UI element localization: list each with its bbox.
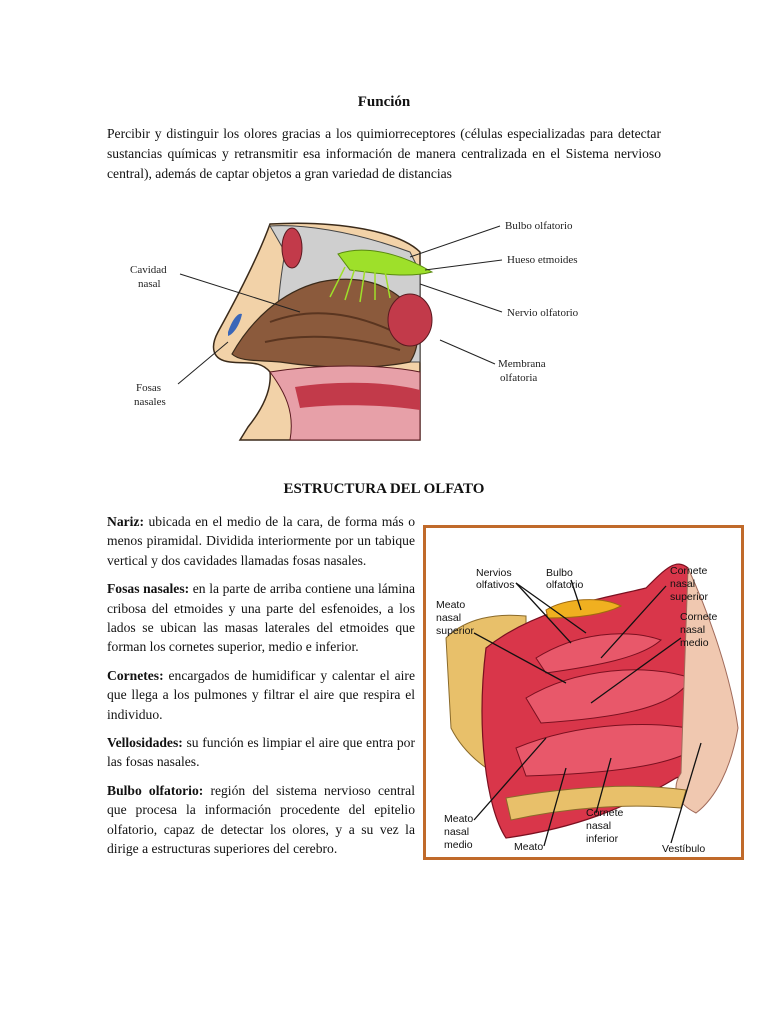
- frontal-sinus: [282, 228, 302, 268]
- label-cmed-2: nasal: [680, 624, 706, 636]
- structure-descriptions: [107, 512, 415, 868]
- label-cinf-1: Cornete: [586, 807, 624, 819]
- label-csup-3: superior: [670, 591, 708, 603]
- label-meato-med-1: Meato: [444, 813, 474, 825]
- label-bulbo-2: olfatorio: [546, 579, 584, 591]
- item-nariz: Nariz: ubicada en el medio de la cara, de forma más o menos piramidal. Dividida interiormente por un tabique vertical y dos cavidades llamadas fosas nasales.: [107, 514, 415, 568]
- label-fosas-2: nasales: [134, 396, 166, 408]
- label-nervios-2: olfativos: [476, 579, 515, 591]
- nasal-turbinates-diagram: [423, 525, 744, 860]
- label-cavidad-2: nasal: [138, 278, 161, 290]
- label-fosas-1: Fosas: [136, 382, 162, 394]
- label-cmed-1: Cornete: [680, 611, 718, 623]
- item-vellosidades: Vellosidades: su función es limpiar el aire que entra por las fosas nasales.: [107, 735, 415, 770]
- label-meato-med-2: nasal: [444, 826, 470, 838]
- label-bulbo-olfatorio: Bulbo olfatorio: [505, 220, 573, 232]
- label-bulbo-1: Bulbo: [546, 567, 573, 579]
- label-cmed-3: medio: [680, 637, 709, 649]
- label-hueso-etmoides: Hueso etmoides: [507, 254, 578, 266]
- label-cavidad-1: Cavidad: [130, 264, 167, 276]
- label-nervio-olfatorio: Nervio olfatorio: [507, 307, 579, 319]
- label-csup-2: nasal: [670, 578, 696, 590]
- label-meato: Meato: [514, 841, 544, 853]
- intro-paragraph: Percibir y distinguir los olores gracias a los quimiorreceptores (células especializadas para detectar sustancias químicas y retransmitir esa información de manera centralizada en el Sistema nervioso central), además de captar objetos a gran variedad de distancias: [107, 126, 661, 181]
- item-cornetes: Cornetes: encargados de humidificar y calentar el aire que llega a los pulmones y filtrar el aire que respira el individuo.: [107, 667, 415, 722]
- label-cinf-3: inferior: [586, 833, 619, 845]
- sphenoid-sinus: [388, 294, 432, 346]
- section-title-funcion: Función: [357, 94, 411, 110]
- label-meato-sup-2: nasal: [436, 612, 462, 624]
- label-nervios-1: Nervios: [476, 567, 512, 579]
- diagram-graphic: [120, 212, 600, 444]
- label-csup-1: Cornete: [670, 565, 708, 577]
- item-bulbo-olfatorio: Bulbo olfatorio: región del sistema nervioso central que procesa la información procedente del epitelio olfatorio, capaz de detectar los olores, y a su vez la dirige a estructuras superiores del cerebro.: [107, 782, 415, 857]
- label-meato-sup-1: Meato: [436, 599, 466, 611]
- section-title-estructura: ESTRUCTURA DEL OLFATO: [283, 481, 485, 497]
- turbinates-graphic: [426, 528, 741, 857]
- item-fosas-nasales: Fosas nasales: en la parte de arriba contiene una lámina cribosa del etmoides y una parte del esfenoides, a los lados se ubican las masas laterales del etmoides que forman los cornetes superior, medio e inferior.: [107, 581, 415, 655]
- label-meato-med-3: medio: [444, 839, 473, 851]
- label-membrana-2: olfatoria: [500, 372, 538, 384]
- label-vestibulo: Vestíbulo: [662, 843, 706, 855]
- olfactory-sagittal-diagram: [120, 212, 600, 444]
- label-cinf-2: nasal: [586, 820, 612, 832]
- label-meato-sup-3: superior: [436, 625, 474, 637]
- label-membrana-1: Membrana: [498, 358, 546, 370]
